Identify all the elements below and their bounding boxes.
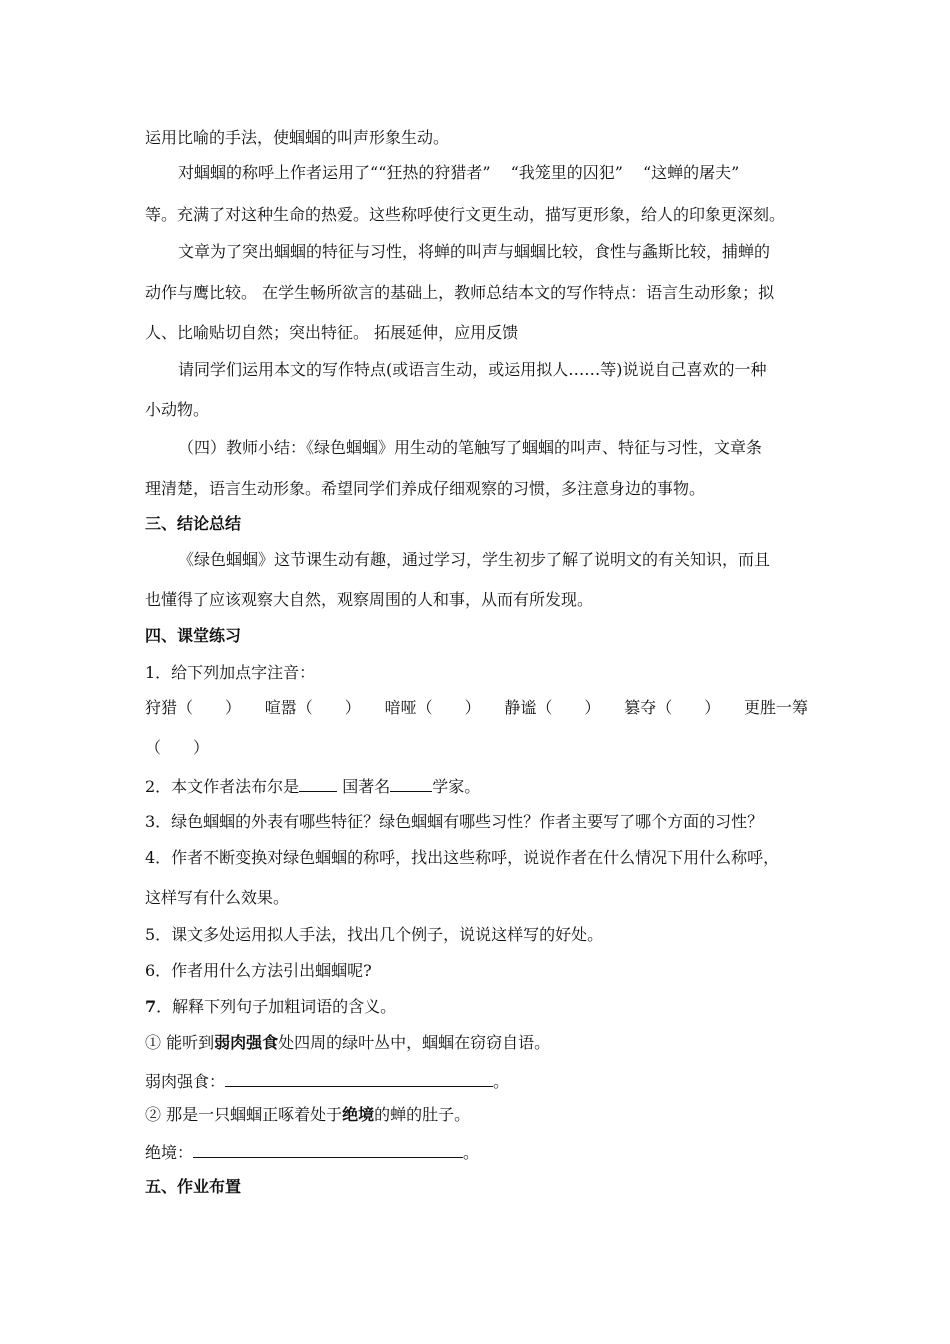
question-2 (145, 775, 480, 797)
text-run: 2．本文作者法布尔是 (145, 777, 300, 796)
fill-blank (299, 775, 337, 792)
sentence-2 (145, 1105, 470, 1125)
question-number: 7 (145, 997, 157, 1016)
pinyin-item: 更胜一筹 (743, 698, 808, 717)
fill-blank (225, 1070, 493, 1087)
paragraph-line: 文章为了突出蝈蝈的特征与习性，将蝉的叫声与蝈蝈比较，食性与螽斯比较，捕蝉的 (178, 242, 771, 261)
bold-term: 弱肉强食 (214, 1033, 279, 1052)
paragraph-line: 人、比喻贴切自然；突出特征。 拓展延伸，应用反馈 (145, 323, 519, 342)
answer-1 (145, 1070, 509, 1092)
fill-blank (193, 1141, 463, 1158)
text-run: “狂热的狩猎者” (378, 163, 491, 182)
paragraph-line: 《绿色蝈蝈》这节课生动有趣，通过学习，学生初步了解了说明文的有关知识，而且 (178, 550, 771, 569)
paragraph-line: 小动物。 (145, 400, 210, 419)
pinyin-item: 静谧（ ） (504, 698, 601, 717)
paragraph-line (178, 163, 739, 183)
text-run: 。 (493, 1072, 510, 1091)
text-run: 的蝉的肚子。 (374, 1105, 471, 1124)
text-run: ．解释下列句子加粗词语的含义。 (156, 997, 397, 1016)
pinyin-item: 喧嚣（ ） (264, 698, 361, 717)
pinyin-item: 喑哑（ ） (384, 698, 481, 717)
question-4: 4．作者不断变换对绿色蝈蝈的称呼，找出这些称呼，说说作者在什么情况下用什么称呼， (145, 848, 780, 867)
bold-term: 绝境 (342, 1105, 375, 1124)
paragraph-line: 等。充满了对这种生命的热爱。这些称呼使行文更生动，描写更形象，给人的印象更深刻。 (145, 205, 786, 224)
question-7 (145, 997, 396, 1017)
text-run: 国著名 (337, 777, 391, 796)
text-run: 学家。 (432, 777, 481, 796)
pinyin-item: 狩猎（ ） (145, 698, 242, 717)
question-5: 5．课文多处运用拟人手法，找出几个例子，说说这样写的好处。 (145, 925, 604, 944)
question-1: 1．给下列加点字注音： (145, 663, 316, 682)
text-run: “这蝉的屠夫” (642, 163, 740, 182)
paragraph-line: （四）教师小结：《绿色蝈蝈》用生动的笔触写了蝈蝈的叫声、特征与习性，文章条 (178, 438, 763, 457)
text-run: 绝境： (145, 1143, 194, 1162)
text-run: ① 能听到 (145, 1033, 215, 1052)
paragraph-line: 也懂得了应该观察大自然，观察周围的人和事，从而有所发现。 (145, 590, 594, 609)
fill-blank (390, 775, 432, 792)
paragraph-line: 运用比喻的手法，使蝈蝈的叫声形象生动。 (145, 128, 450, 147)
sentence-1 (145, 1033, 550, 1053)
question-4-cont: 这样写有什么效果。 (145, 888, 290, 907)
text-run: “我笼里的囚犯” (510, 163, 623, 182)
paragraph-line: 请同学们运用本文的写作特点(或语言生动，或运用拟人……等)说说自己喜欢的一种 (178, 360, 767, 379)
pinyin-item: 篡夺（ ） (624, 698, 721, 717)
text-run: ② 那是一只蝈蝈正啄着处于 (145, 1105, 343, 1124)
text-run: 对蝈蝈的称呼上作者运用了“ (178, 163, 379, 182)
section-heading: 五、作业布置 (145, 1177, 242, 1196)
question-6: 6．作者用什么方法引出蝈蝈呢? (145, 961, 372, 980)
question-3: 3．绿色蝈蝈的外表有哪些特征？绿色蝈蝈有哪些习性？作者主要写了哪个方面的习性？ (145, 812, 764, 831)
pinyin-items (145, 698, 808, 718)
text-run: 。 (463, 1143, 480, 1162)
answer-2 (145, 1141, 479, 1163)
text-run: 弱肉强食： (145, 1072, 226, 1091)
section-heading: 三、结论总结 (145, 514, 242, 533)
pinyin-item: （ ） (145, 738, 210, 757)
section-heading: 四、课堂练习 (145, 626, 242, 645)
paragraph-line: 动作与鹰比较。 在学生畅所欲言的基础上，教师总结本文的写作特点：语言生动形象；拟 (145, 283, 775, 302)
paragraph-line: 理清楚，语言生动形象。希望同学们养成仔细观察的习惯，多注意身边的事物。 (145, 479, 706, 498)
text-run: 处四周的绿叶丛中，蝈蝈在窃窃自语。 (278, 1033, 551, 1052)
